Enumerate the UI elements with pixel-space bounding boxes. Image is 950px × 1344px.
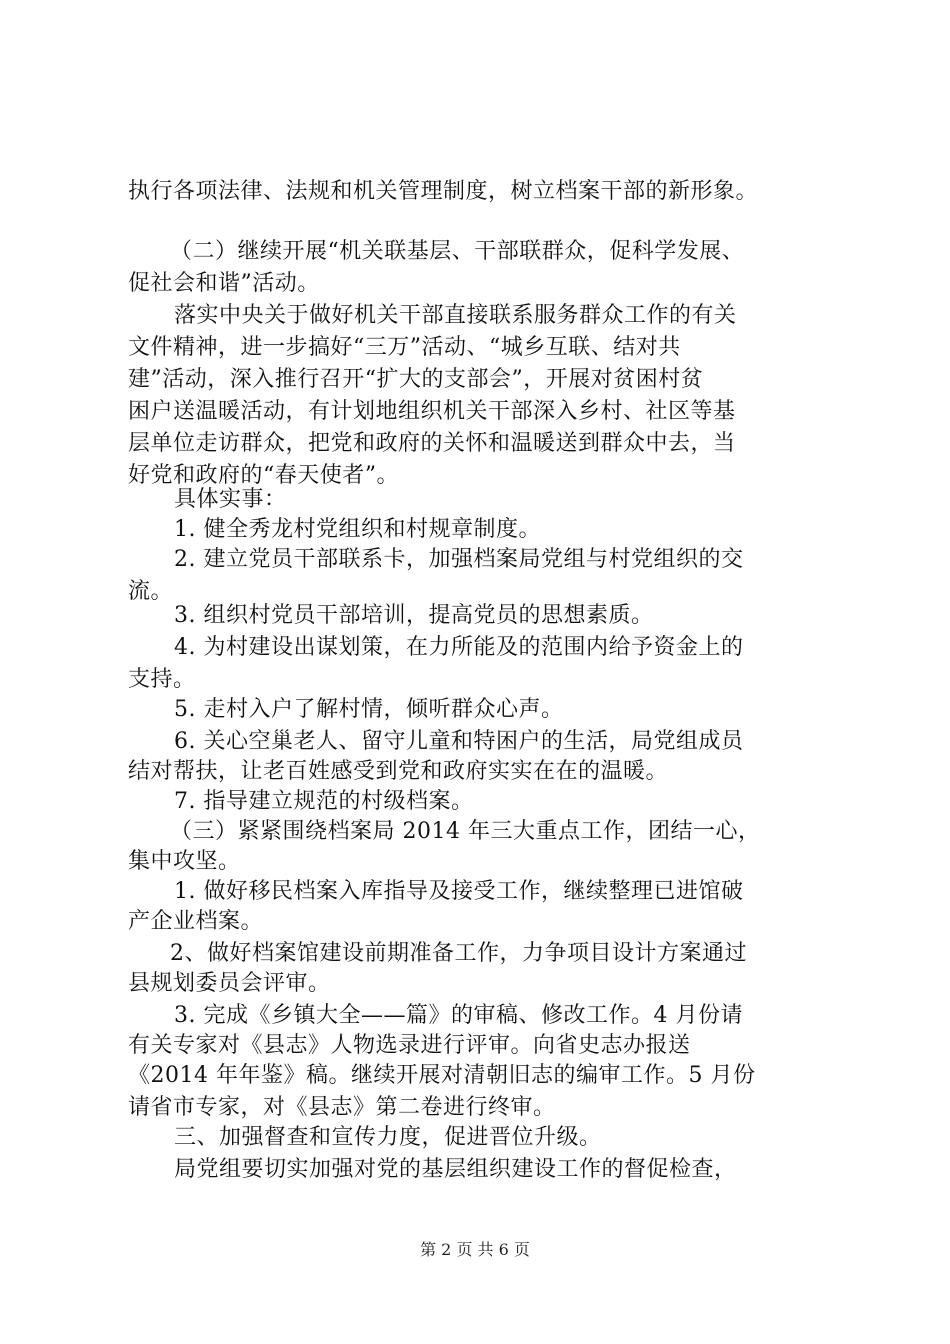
list-item: 6. 关心空巢老人、留守儿童和特困户的生活，局党组成员 <box>174 729 744 754</box>
text-line: 文件精神，进一步搞好“三万”活动、“城乡互联、结对共 <box>128 335 681 360</box>
list-item: 5. 走村入户了解村情，倾听群众心声。 <box>174 697 564 722</box>
list-item: 3. 组织村党员干部培训，提高党员的思想素质。 <box>174 603 654 628</box>
text-line: 有关专家对《县志》人物选录进行评审。向省史志办报送 <box>128 1033 691 1058</box>
text-line: 执行各项法律、法规和机关管理制度，树立档案干部的新形象。 <box>128 179 759 204</box>
text-line: 支持。 <box>128 667 196 692</box>
section-heading: （三）紧紧围绕档案局 2014 年三大重点工作，团结一心， <box>170 819 761 844</box>
section-heading: （二）继续开展“机关联基层、干部联群众，促科学发展、 <box>170 239 745 264</box>
text-line: 促社会和谐”活动。 <box>128 271 320 296</box>
list-item: 1. 做好移民档案入库指导及接受工作，继续整理已进馆破 <box>174 879 744 904</box>
text-line: 县规划委员会评审。 <box>128 971 331 996</box>
list-item: 1. 健全秀龙村党组织和村规章制度。 <box>174 517 541 542</box>
list-item: 4. 为村建设出谋划策，在力所能及的范围内给予资金上的 <box>174 635 744 660</box>
text-line: 具体实事： <box>174 487 287 512</box>
text-line: 集中攻坚。 <box>128 849 241 874</box>
list-item: 3. 完成《乡镇大全——篇》的审稿、修改工作。4 月份请 <box>174 1003 743 1028</box>
text-line: 结对帮扶，让老百姓感受到党和政府实实在在的温暖。 <box>128 759 669 784</box>
text-line: 产企业档案。 <box>128 909 264 934</box>
section-heading: 三、加强督查和宣传力度，促进晋位升级。 <box>174 1125 602 1150</box>
page-number-footer: 第 2 页 共 6 页 <box>420 1240 530 1259</box>
text-line: 《2014 年年鉴》稿。继续开展对清朝旧志的编审工作。5 月份 <box>128 1063 756 1088</box>
list-item: 2、做好档案馆建设前期准备工作，力争项目设计方案通过 <box>170 941 747 966</box>
text-line: 建”活动，深入推行召开“扩大的支部会”，开展对贫困村贫 <box>128 367 704 392</box>
text-line: 流。 <box>128 579 174 604</box>
list-item: 7. 指导建立规范的村级档案。 <box>174 789 474 814</box>
text-line: 好党和政府的“春天使者”。 <box>128 463 399 488</box>
text-line: 局党组要切实加强对党的基层组织建设工作的督促检查， <box>174 1157 737 1182</box>
text-line: 请省市专家，对《县志》第二卷进行终审。 <box>128 1095 556 1120</box>
text-line: 困户送温暖活动，有计划地组织机关干部深入乡村、社区等基 <box>128 399 736 424</box>
text-line: 落实中央关于做好机关干部直接联系服务群众工作的有关 <box>174 303 737 328</box>
list-item: 2. 建立党员干部联系卡，加强档案局党组与村党组织的交 <box>174 547 744 572</box>
text-line: 层单位走访群众，把党和政府的关怀和温暖送到群众中去，当 <box>128 431 736 456</box>
